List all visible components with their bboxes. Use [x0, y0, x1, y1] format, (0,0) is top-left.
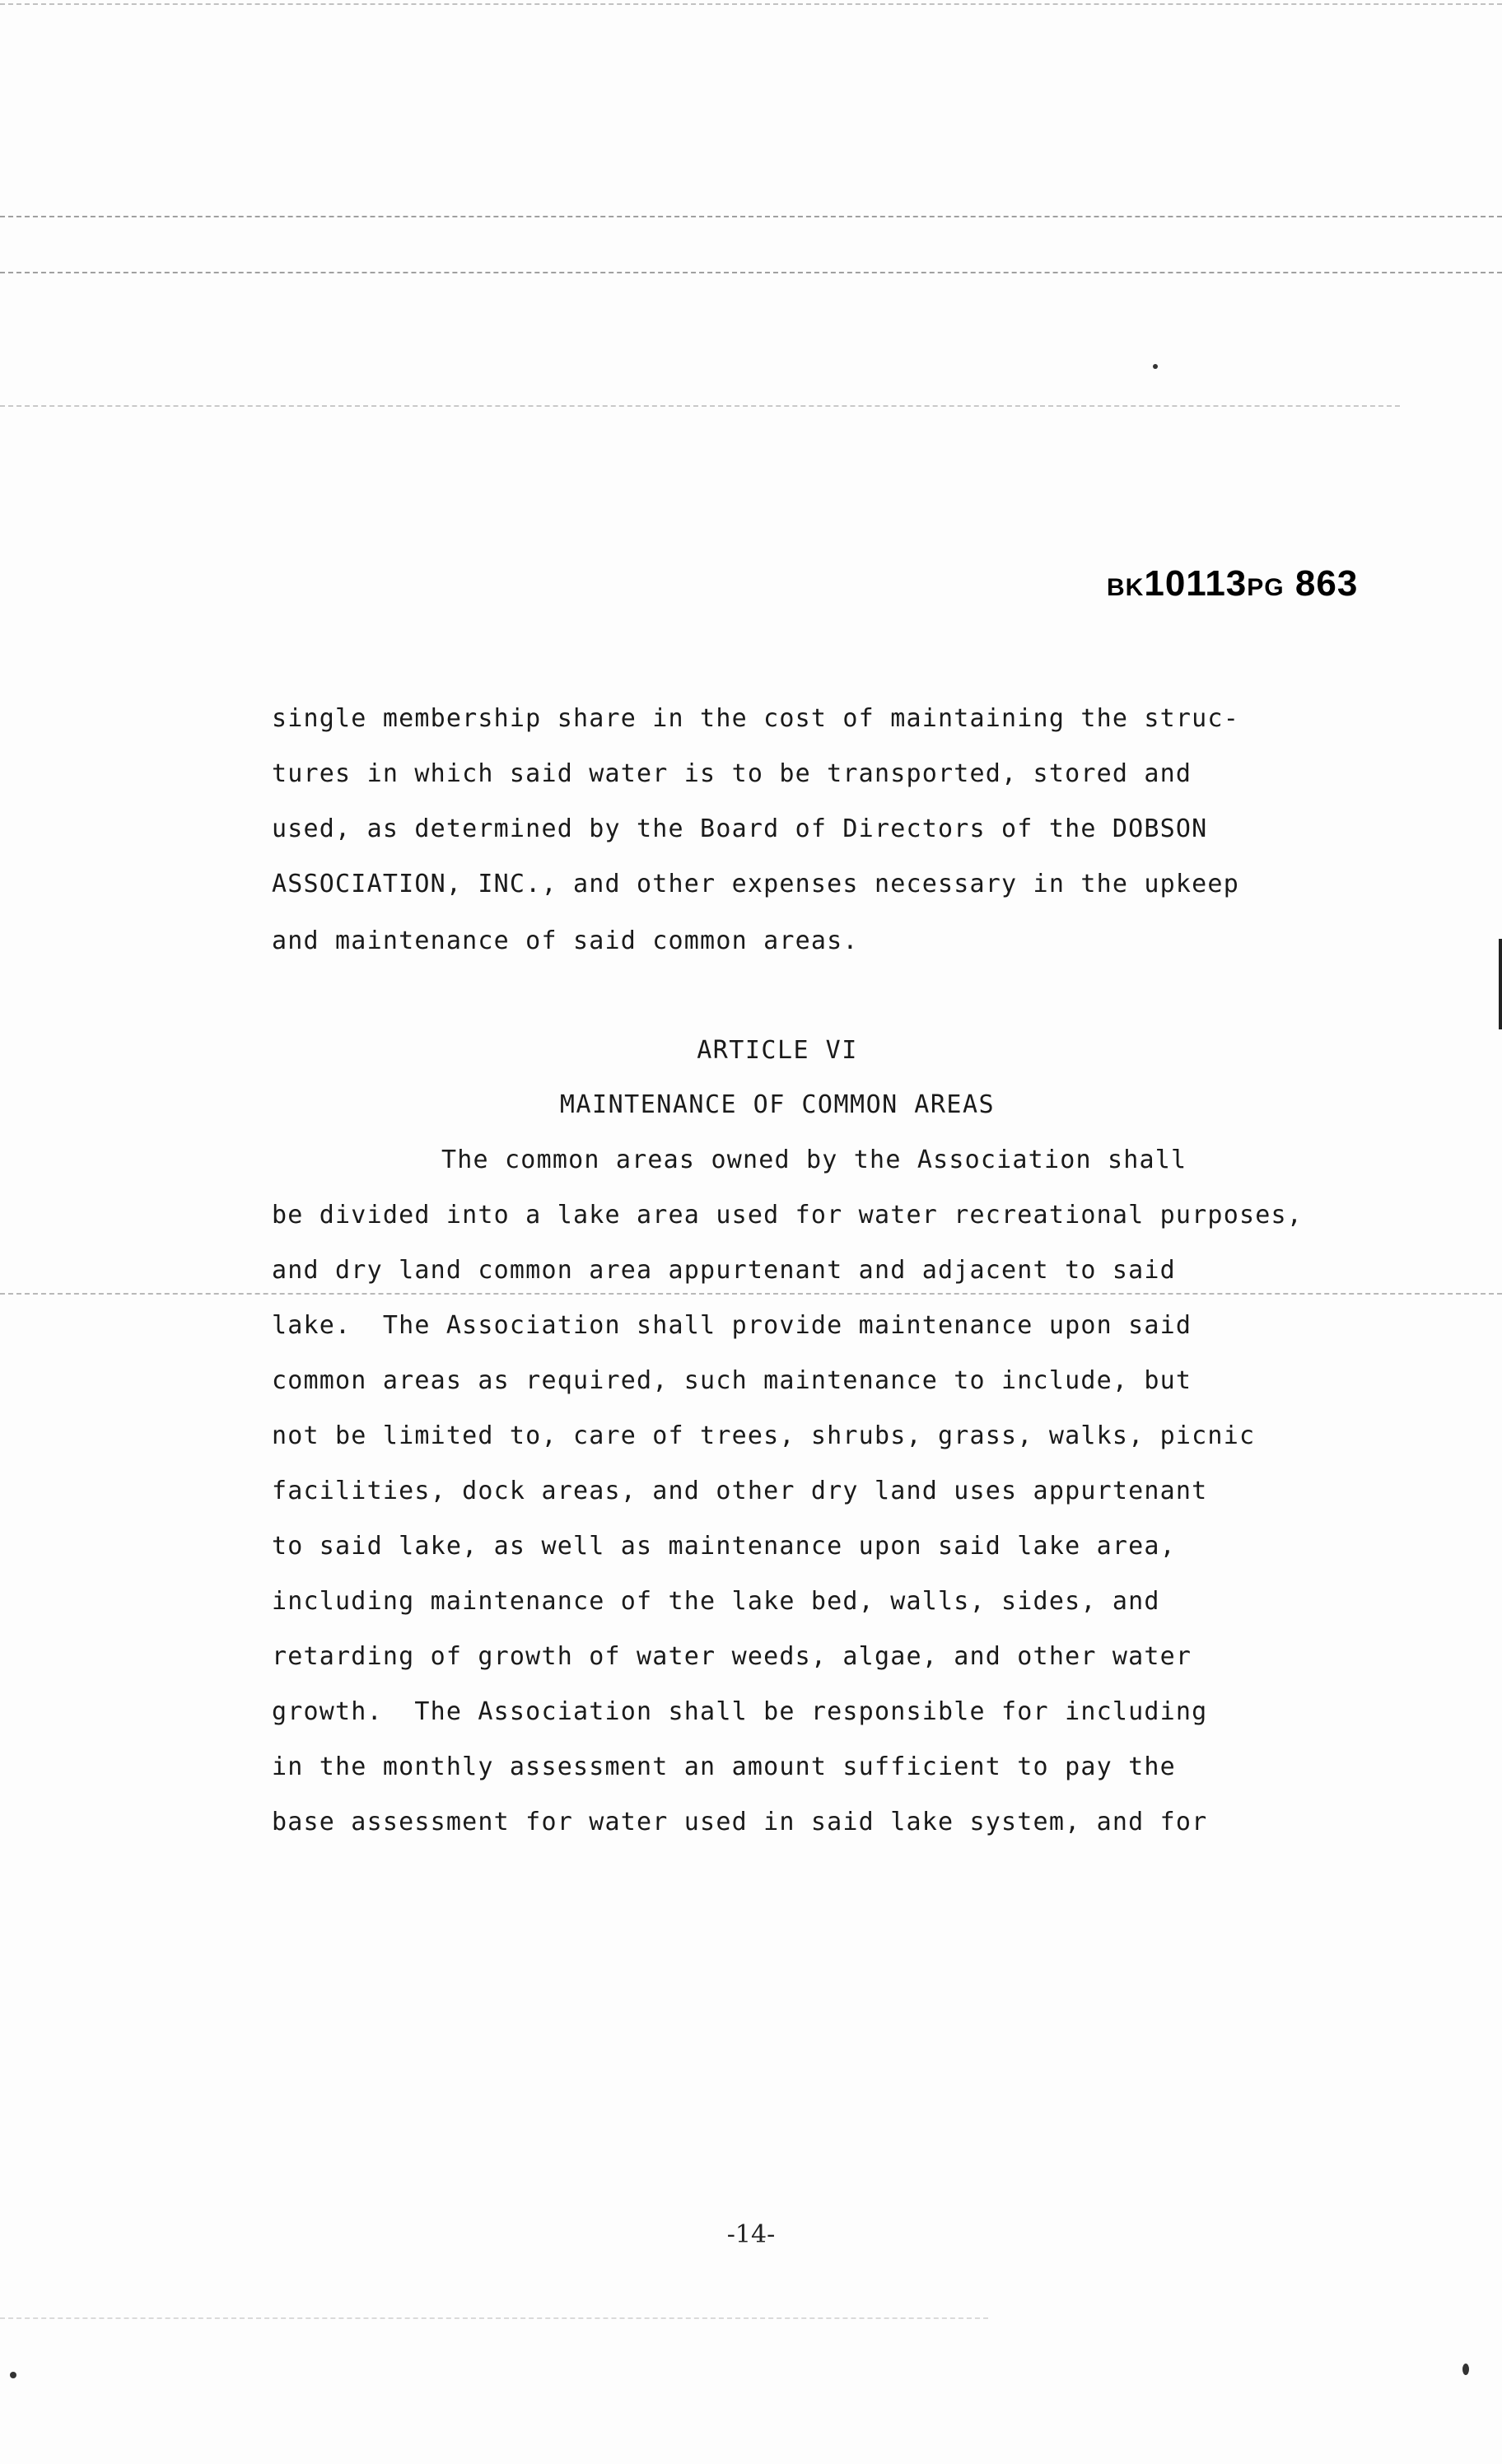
scan-artifact-line: [0, 3, 1502, 5]
paragraph-line: base assessment for water used in said lake system, and for: [272, 1808, 1208, 1836]
paragraph-line: to said lake, as well as maintenance upon said lake area,: [272, 1532, 1176, 1561]
paragraph-line: growth. The Association shall be responsible for including: [272, 1697, 1208, 1726]
paragraph-line: and dry land common area appurtenant and adjacent to said: [272, 1256, 1176, 1285]
paragraph-line: used, as determined by the Board of Directors of the DOBSON: [272, 814, 1208, 843]
scan-speck: [10, 2372, 16, 2378]
scan-artifact-line: [0, 1293, 1502, 1295]
scan-speck: [1462, 2364, 1469, 2375]
paragraph-line: lake. The Association shall provide maintenance upon said: [272, 1311, 1192, 1340]
paragraph-line: be divided into a lake area used for water recreational purposes,: [272, 1201, 1303, 1230]
paragraph-line: not be limited to, care of trees, shrubs, grass, walks, picnic: [272, 1421, 1256, 1450]
paragraph-line: The common areas owned by the Association shall: [441, 1146, 1187, 1174]
paragraph-line: single membership share in the cost of maintaining the struc-: [272, 704, 1239, 733]
article-title: MAINTENANCE OF COMMON AREAS: [559, 1090, 996, 1119]
scan-edge-mark: [1499, 939, 1502, 1029]
page-reference-number: 863: [1294, 563, 1359, 604]
scan-artifact-line: [0, 405, 1400, 407]
book-page-reference: [1107, 563, 1358, 604]
scan-artifact-line: [0, 272, 1502, 273]
paragraph-line: tures in which said water is to be transported, stored and: [272, 759, 1192, 788]
paragraph-line: and maintenance of said common areas.: [272, 926, 859, 955]
paragraph-line: common areas as required, such maintenance to include, but: [272, 1366, 1192, 1395]
paragraph-line: retarding of growth of water weeds, algae, and other water: [272, 1642, 1192, 1671]
article-heading: ARTICLE VI: [697, 1036, 858, 1065]
book-number: 10113: [1144, 563, 1248, 604]
paragraph-line: facilities, dock areas, and other dry land uses appurtenant: [272, 1477, 1208, 1505]
scan-artifact-line: [0, 2317, 988, 2319]
book-prefix: BK: [1107, 574, 1145, 601]
page-prefix: PG: [1247, 574, 1285, 601]
paragraph-line: ASSOCIATION, INC., and other expenses necessary in the upkeep: [272, 870, 1239, 898]
paragraph-line: including maintenance of the lake bed, walls, sides, and: [272, 1587, 1160, 1616]
page-footer-number: -14-: [726, 2220, 776, 2249]
scan-artifact-line: [0, 216, 1502, 217]
paragraph-line: in the monthly assessment an amount sufficient to pay the: [272, 1752, 1176, 1781]
scan-speck: [1153, 364, 1158, 369]
